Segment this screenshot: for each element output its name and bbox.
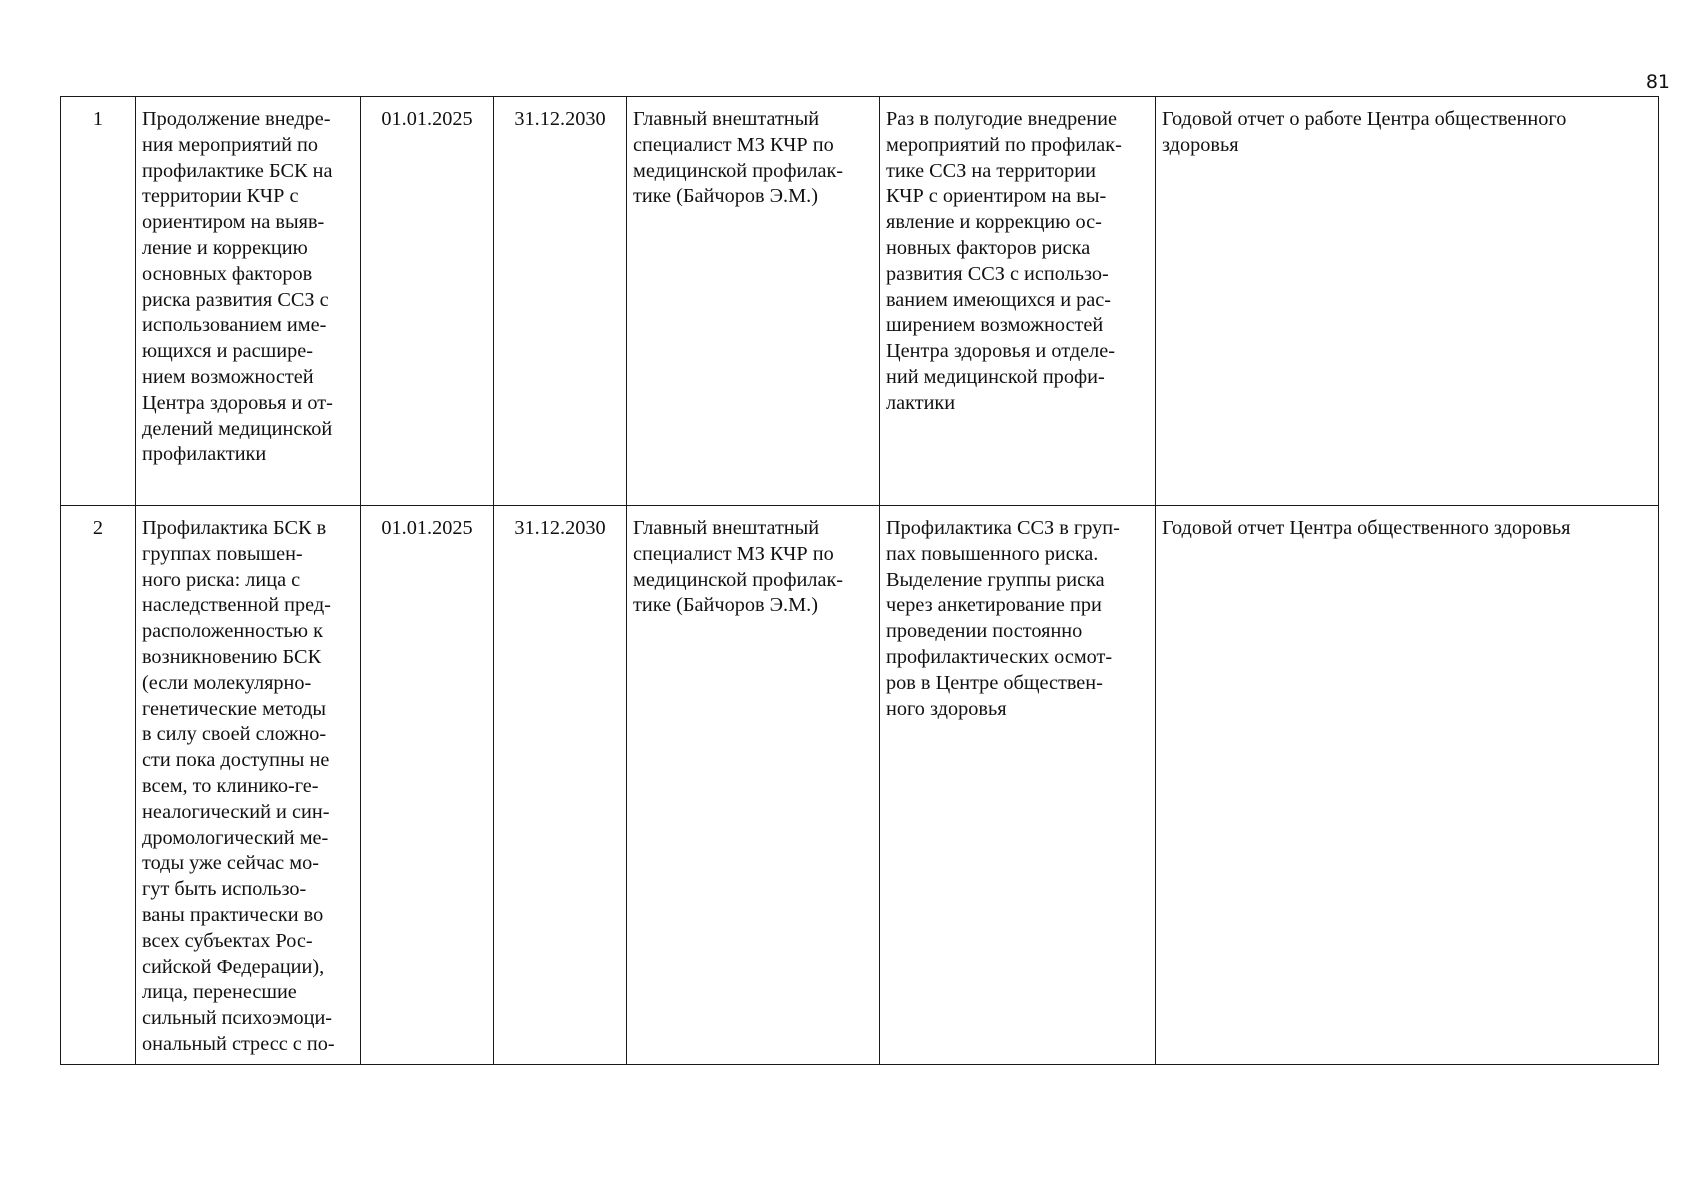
name-line: группах повышен- [142,542,303,565]
end-date: 31.12.2030 [514,517,606,539]
result-line: профилактических осмот- [886,645,1113,668]
report-cell [1156,506,1659,1065]
name-line: ного риска: лица с [142,568,301,591]
result-line: Профилактика ССЗ в груп- [886,517,1120,539]
name-line: основных факторов [142,262,313,285]
row-number-cell [61,506,136,1065]
name-line: в силу своей сложно- [142,723,327,746]
responsible-cell [627,97,880,506]
name-line: сти пока доступны не [142,749,330,772]
start-date: 01.01.2025 [381,517,473,539]
name-line: дромологический ме- [142,826,329,849]
report-line: Годовой отчет о работе Центра общественного [1162,108,1567,130]
responsible-line: Главный внештатный [633,108,820,130]
name-line: наследственной пред- [142,594,331,617]
name-line: ориентиром на выяв- [142,211,325,234]
end-date-cell [494,506,627,1065]
name-line: сильный психоэмоци- [142,1007,333,1030]
result-line: Раз в полугодие внедрение [886,108,1117,130]
result-line: пах повышенного риска. [886,542,1099,565]
name-line: всем, то клинико-ге- [142,774,319,797]
report-line: Годовой отчет Центра общественного здоровья [1162,517,1571,539]
name-line: ющихся и расшире- [142,340,314,363]
responsible-line: медицинской профилак- [633,159,844,182]
name-line: профилактики [142,443,267,466]
result-line: явление и коррекцию ос- [886,211,1102,234]
name-line: риска развития ССЗ с [142,288,329,311]
name-line: ление и коррекцию [142,236,308,259]
result-line: лактики [886,391,956,414]
measure-name-cell [136,506,361,1065]
name-line: лица, перенесшие [142,981,297,1004]
name-line: ния мероприятий по [142,133,319,156]
page-number: 81 [1645,71,1670,93]
result-line: развития ССЗ с использо- [886,262,1109,285]
row-number: 2 [92,517,104,539]
responsible-line: тике (Байчоров Э.М.) [633,594,818,617]
responsible-line: специалист МЗ КЧР по [633,133,834,156]
name-line: делений медицинской [142,417,333,440]
responsible-line: Главный внештатный [633,517,820,539]
result-line: через анкетирование при [886,594,1102,617]
name-line: генетические методы [142,697,327,720]
name-line: Профилактика БСК в [142,517,327,539]
result-line: Выделение группы риска [886,568,1105,591]
result-line: ванием имеющихся и рас- [886,288,1112,311]
name-line: ональный стресс с по- [142,1032,335,1055]
start-date: 01.01.2025 [381,108,473,130]
row-number-cell [61,97,136,506]
name-line: неалогический и син- [142,800,330,823]
responsible-line: тике (Байчоров Э.М.) [633,185,818,208]
start-date-cell [361,506,494,1065]
report-cell [1156,97,1659,506]
name-line: территории КЧР с [142,185,299,208]
result-line: ного здоровья [886,697,1007,720]
responsible-line: специалист МЗ КЧР по [633,542,834,565]
end-date-cell [494,97,627,506]
result-line: ний медицинской профи- [886,365,1105,388]
measures-table [60,96,1659,1065]
name-line: всех субъектах Рос- [142,929,313,952]
table-row [61,97,1659,506]
name-line: гут быть использо- [142,878,307,901]
result-line: тике ССЗ на территории [886,159,1096,182]
result-cell [880,506,1156,1065]
table-row [61,506,1659,1065]
name-line: ваны практически во [142,903,324,926]
result-line: новных факторов риска [886,236,1091,259]
end-date: 31.12.2030 [514,108,606,130]
result-line: КЧР с ориентиром на вы- [886,185,1107,208]
responsible-cell [627,506,880,1065]
row-number: 1 [92,108,104,130]
name-line: Центра здоровья и от- [142,391,333,414]
name-line: возникновению БСК [142,645,322,668]
measure-name-cell [136,97,361,506]
result-line: проведении постоянно [886,620,1083,643]
responsible-line: медицинской профилак- [633,568,844,591]
result-line: ров в Центре обществен- [886,671,1103,694]
result-line: мероприятий по профилак- [886,133,1122,156]
name-line: профилактике БСК на [142,159,333,182]
report-line: здоровья [1162,133,1239,156]
result-cell [880,97,1156,506]
name-line: Продолжение внедре- [142,108,331,130]
result-line: ширением возможностей [886,314,1104,337]
name-line: использованием име- [142,314,327,337]
name-line: нием возможностей [142,365,314,388]
name-line: расположенностью к [142,620,323,643]
start-date-cell [361,97,494,506]
result-line: Центра здоровья и отделе- [886,340,1116,363]
name-line: тоды уже сейчас мо- [142,852,319,875]
name-line: (если молекулярно- [142,671,312,694]
name-line: сийской Федерации), [142,955,325,978]
